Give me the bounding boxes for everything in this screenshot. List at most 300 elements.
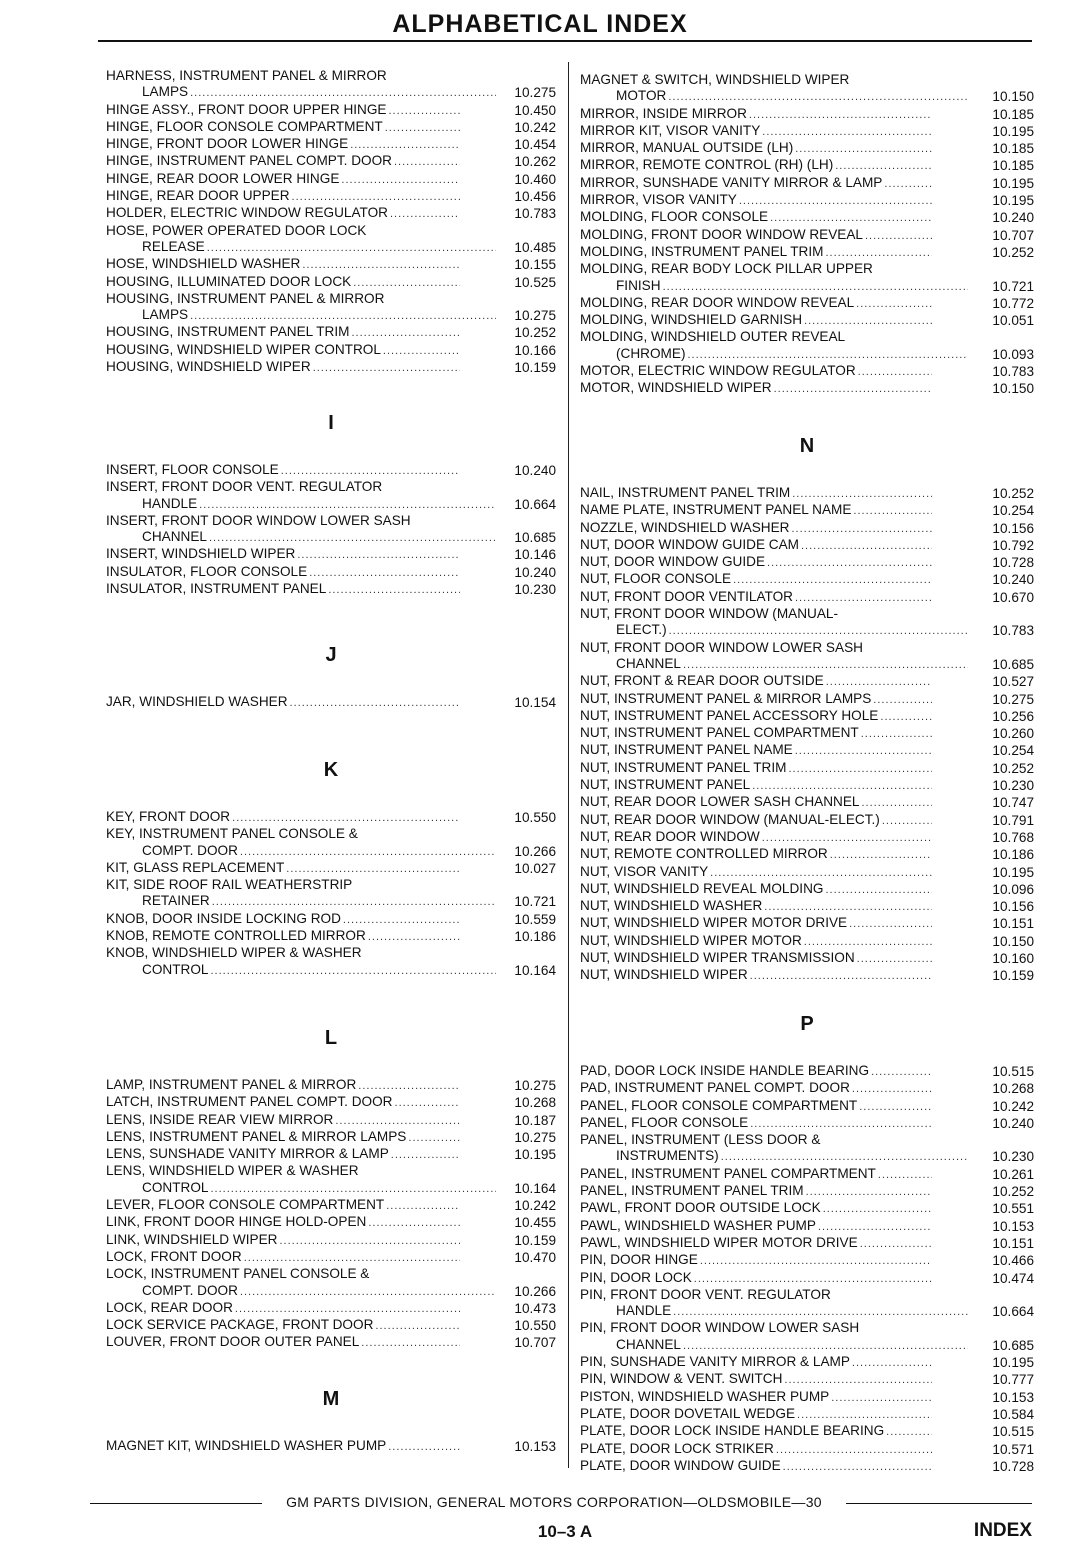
index-entry [106, 928, 558, 945]
index-entry [580, 640, 1040, 674]
dot-leader [240, 1284, 496, 1300]
entry-text: MOLDING, WINDSHIELD OUTER REVEAL [580, 329, 846, 345]
entry-page-ref: 10.460 [514, 171, 556, 187]
dot-leader [207, 240, 496, 256]
entry-page-ref: 10.450 [514, 102, 556, 118]
index-entry [106, 581, 558, 598]
index-entry [106, 1266, 558, 1300]
entry-page-ref: 10.768 [992, 829, 1034, 845]
index-entry [580, 1080, 1040, 1097]
entry-text: PLATE, DOOR WINDOW GUIDE [580, 1457, 781, 1473]
dot-leader [683, 1338, 968, 1354]
dot-leader [390, 206, 460, 222]
entry-page-ref: 10.166 [514, 342, 556, 358]
dot-leader [309, 565, 460, 581]
dot-leader [791, 521, 932, 537]
dot-leader [795, 141, 932, 157]
dot-leader [663, 279, 968, 295]
entry-text: NUT, INSTRUMENT PANEL ACCESSORY HOLE [580, 707, 879, 723]
index-entry [580, 312, 1040, 329]
entry-text: PIN, FRONT DOOR WINDOW LOWER SASH [580, 1320, 860, 1336]
entry-page-ref: 10.230 [992, 1149, 1034, 1165]
entry-text: LEVER, FLOOR CONSOLE COMPARTMENT [106, 1197, 385, 1213]
entry-text: PANEL, INSTRUMENT (LESS DOOR & [580, 1132, 821, 1148]
entry-page-ref: 10.093 [992, 346, 1034, 362]
index-entry [580, 72, 1040, 106]
entry-text: NUT, FLOOR CONSOLE [580, 571, 732, 587]
entry-page-ref: 10.195 [992, 1355, 1034, 1371]
entry-text: HINGE, FLOOR CONSOLE COMPARTMENT [106, 118, 383, 134]
entry-page-ref: 10.195 [514, 1147, 556, 1163]
index-entry [580, 1183, 1040, 1200]
entry-text: HOSE, POWER OPERATED DOOR LOCK [106, 222, 367, 238]
index-entry [106, 911, 558, 928]
dot-leader [286, 861, 460, 877]
entry-page-ref: 10.256 [992, 708, 1034, 724]
index-entry [580, 967, 1040, 984]
entry-page-ref: 10.164 [514, 1180, 556, 1196]
index-entry [106, 1214, 558, 1231]
index-entry [580, 1354, 1040, 1371]
entry-text: LOUVER, FRONT DOOR OUTER PANEL [106, 1334, 360, 1350]
entry-page-ref: 10.252 [992, 244, 1034, 260]
index-entry [580, 864, 1040, 881]
dot-leader [350, 137, 460, 153]
index-entry [580, 1389, 1040, 1406]
entry-text: LENS, INSTRUMENT PANEL & MIRROR LAMPS [106, 1128, 407, 1144]
entry-text: MIRROR, INSIDE MIRROR [580, 105, 747, 121]
dot-leader [302, 257, 460, 273]
entry-text: NUT, WINDSHIELD WASHER [580, 898, 763, 914]
index-entry [580, 209, 1040, 226]
dot-leader [860, 1236, 932, 1252]
index-entry [580, 571, 1040, 588]
index-entry [106, 291, 558, 325]
entry-page-ref: 10.159 [514, 360, 556, 376]
dot-leader [386, 1198, 460, 1214]
entry-text: INSERT, FRONT DOOR VENT. REGULATOR [106, 479, 383, 495]
index-entry [580, 192, 1040, 209]
entry-page-ref: 10.153 [992, 1389, 1034, 1405]
section-letter: M [322, 1388, 340, 1410]
entry-page-ref: 10.240 [514, 564, 556, 580]
entry-page-ref: 10.783 [992, 364, 1034, 380]
entry-page-ref: 10.150 [992, 89, 1034, 105]
section-letter: J [325, 644, 337, 666]
index-entry [106, 546, 558, 563]
entry-page-ref: 10.150 [992, 381, 1034, 397]
entry-page-ref: 10.242 [514, 119, 556, 135]
dot-leader [856, 296, 932, 312]
entry-page-ref: 10.240 [992, 210, 1034, 226]
entry-page-ref: 10.268 [992, 1081, 1034, 1097]
entry-text: NUT, REMOTE CONTROLLED MIRROR [580, 846, 828, 862]
index-entry [106, 1197, 558, 1214]
entry-text: PANEL, INSTRUMENT PANEL COMPARTMENT [580, 1165, 876, 1181]
dot-leader [865, 228, 932, 244]
dot-leader [328, 582, 460, 598]
entry-text: PAWL, WINDSHIELD WASHER PUMP [580, 1217, 816, 1233]
entry-page-ref: 10.252 [992, 486, 1034, 501]
index-entry [106, 256, 558, 273]
entry-page-ref: 10.275 [514, 308, 556, 324]
dot-leader [826, 674, 932, 690]
dot-leader [750, 1116, 932, 1132]
entry-page-ref: 10.160 [992, 951, 1034, 967]
entry-page-ref: 10.195 [992, 864, 1034, 880]
entry-page-ref: 10.186 [514, 929, 556, 945]
entry-page-ref: 10.051 [992, 313, 1034, 329]
dot-leader [733, 572, 932, 588]
entry-text: HINGE ASSY., FRONT DOOR UPPER HINGE [106, 101, 387, 117]
dot-leader [792, 486, 932, 502]
index-entry [580, 725, 1040, 742]
entry-text: KNOB, REMOTE CONTROLLED MIRROR [106, 928, 366, 944]
entry-text: HOUSING, ILLUMINATED DOOR LOCK [106, 273, 352, 289]
index-entry [580, 1441, 1040, 1458]
entry-page-ref: 10.261 [992, 1166, 1034, 1182]
entry-page-ref: 10.242 [992, 1098, 1034, 1114]
index-entry [106, 462, 558, 479]
entry-text: NAME PLATE, INSTRUMENT PANEL NAME [580, 502, 852, 518]
entry-text: RETAINER [142, 893, 210, 909]
entry-page-ref: 10.783 [514, 206, 556, 222]
index-section-continued [580, 72, 1040, 398]
dot-leader [764, 899, 932, 915]
entry-page-ref: 10.685 [992, 1337, 1034, 1353]
entry-page-ref: 10.151 [992, 916, 1034, 932]
entry-page-ref: 10.146 [514, 547, 556, 563]
entry-text: PISTON, WINDSHIELD WASHER PUMP [580, 1388, 830, 1404]
dot-leader [210, 1181, 496, 1197]
index-entry [580, 244, 1040, 261]
index-entry [580, 502, 1040, 519]
entry-page-ref: 10.664 [514, 496, 556, 512]
dot-leader [290, 695, 460, 711]
index-entry [580, 554, 1040, 571]
index-entry [106, 102, 558, 119]
entry-page-ref: 10.275 [992, 691, 1034, 707]
entry-text: PAD, DOOR LOCK INSIDE HANDLE BEARING [580, 1063, 870, 1078]
index-entry [580, 794, 1040, 811]
entry-page-ref: 10.485 [514, 239, 556, 255]
entry-text: NUT, WINDSHIELD REVEAL MOLDING [580, 880, 824, 896]
entry-page-ref: 10.527 [992, 674, 1034, 690]
entry-text: HOLDER, ELECTRIC WINDOW REGULATOR [106, 205, 388, 221]
entry-page-ref: 10.670 [992, 589, 1034, 605]
entry-text: PLATE, DOOR LOCK INSIDE HANDLE BEARING [580, 1423, 885, 1439]
index-entry [106, 359, 558, 376]
entry-page-ref: 10.156 [992, 520, 1034, 536]
entry-text: CHANNEL [142, 529, 207, 545]
entry-text: LAMPS [142, 84, 189, 100]
dot-leader [212, 894, 496, 910]
entry-page-ref: 10.550 [514, 810, 556, 825]
index-entry [580, 261, 1040, 295]
entry-text: MIRROR, REMOTE CONTROL (RH) (LH) [580, 157, 834, 173]
entry-text: HOUSING, WINDSHIELD WIPER [106, 359, 311, 375]
entry-page-ref: 10.772 [992, 295, 1034, 311]
entry-text: MOTOR [616, 88, 667, 104]
index-entry [580, 777, 1040, 794]
entry-text: NUT, INSTRUMENT PANEL & MIRROR LAMPS [580, 690, 872, 706]
entry-page-ref: 10.747 [992, 795, 1034, 811]
section-label: INDEX [973, 1520, 1032, 1541]
entry-page-ref: 10.185 [992, 106, 1034, 122]
index-entry [106, 513, 558, 547]
index-section-i [106, 410, 558, 598]
entry-text: NUT, DOOR WINDOW GUIDE CAM [580, 536, 799, 552]
dot-leader [394, 154, 460, 170]
entry-page-ref: 10.186 [992, 847, 1034, 863]
entry-page-ref: 10.685 [514, 530, 556, 546]
dot-leader [878, 1167, 932, 1183]
dot-leader [210, 963, 496, 979]
index-entry [106, 153, 558, 170]
entry-text: NUT, FRONT & REAR DOOR OUTSIDE [580, 673, 824, 689]
dot-leader [395, 1095, 460, 1111]
entry-text: INSERT, FRONT DOOR WINDOW LOWER SASH [106, 512, 411, 528]
index-entry [106, 1438, 558, 1455]
entry-page-ref: 10.266 [514, 1283, 556, 1299]
entry-page-ref: 10.240 [514, 463, 556, 478]
dot-leader [700, 1253, 932, 1269]
entry-text: MOLDING, REAR BODY LOCK PILLAR UPPER [580, 261, 873, 277]
entry-text: MIRROR KIT, VISOR VANITY [580, 122, 761, 138]
index-entry [580, 933, 1040, 950]
entry-page-ref: 10.252 [514, 325, 556, 341]
entry-text: LAMPS [142, 307, 189, 323]
index-entry [106, 274, 558, 291]
entry-text: NUT, REAR DOOR WINDOW [580, 828, 760, 844]
index-entry [580, 881, 1040, 898]
index-entry [580, 363, 1040, 380]
index-entry [106, 1300, 558, 1317]
index-entry [106, 1232, 558, 1249]
entry-text: LENS, WINDSHIELD WIPER & WASHER [106, 1163, 359, 1179]
entry-page-ref: 10.474 [992, 1270, 1034, 1286]
index-entry [106, 826, 558, 860]
dot-leader [687, 347, 968, 363]
dot-leader [279, 1233, 460, 1249]
entry-text: HINGE, INSTRUMENT PANEL COMPT. DOOR [106, 153, 392, 169]
index-entry [106, 1094, 558, 1111]
entry-text: PIN, SUNSHADE VANITY MIRROR & LAMP [580, 1354, 850, 1370]
entry-text: ELECT.) [616, 622, 667, 638]
entry-page-ref: 10.551 [992, 1201, 1034, 1217]
entry-text: LAMP, INSTRUMENT PANEL & MIRROR [106, 1077, 357, 1092]
entry-page-ref: 10.515 [992, 1064, 1034, 1079]
index-entry [580, 673, 1040, 690]
entry-text: KEY, INSTRUMENT PANEL CONSOLE & [106, 826, 358, 842]
dot-leader [669, 623, 968, 639]
footer-rule-right [846, 1503, 1032, 1504]
entry-page-ref: 10.721 [514, 894, 556, 910]
entry-page-ref: 10.470 [514, 1249, 556, 1265]
index-entry [580, 1235, 1040, 1252]
index-entry [580, 1200, 1040, 1217]
column-divider [568, 62, 569, 1468]
dot-leader [292, 189, 460, 205]
dot-leader [774, 381, 932, 397]
dot-leader [209, 530, 496, 546]
entry-text: HANDLE [616, 1303, 672, 1319]
entry-page-ref: 10.571 [992, 1441, 1034, 1457]
dot-leader [313, 360, 460, 376]
entry-page-ref: 10.230 [514, 582, 556, 598]
entry-text: MIRROR, SUNSHADE VANITY MIRROR & LAMP [580, 174, 883, 190]
page-title: ALPHABETICAL INDEX [392, 10, 688, 38]
entry-page-ref: 10.187 [514, 1112, 556, 1128]
dot-leader [823, 1201, 932, 1217]
index-entry [580, 708, 1040, 725]
dot-leader [297, 547, 460, 563]
dot-leader [199, 497, 496, 513]
dot-leader [388, 1439, 460, 1455]
index-entry [106, 136, 558, 153]
dot-leader [795, 743, 932, 759]
index-entry [580, 140, 1040, 157]
entry-text: MOLDING, FLOOR CONSOLE [580, 209, 769, 225]
entry-text: NUT, REAR DOOR WINDOW (MANUAL-ELECT.) [580, 811, 880, 827]
entry-text: PIN, WINDOW & VENT. SWITCH [580, 1371, 783, 1387]
entry-page-ref: 10.550 [514, 1318, 556, 1334]
dot-leader [861, 795, 932, 811]
entry-text: INSERT, FLOOR CONSOLE [106, 462, 279, 477]
dot-leader [368, 1215, 460, 1231]
section-letter: I [328, 412, 334, 434]
entry-text: MIRROR, VISOR VANITY [580, 192, 737, 208]
entry-text: MIRROR, MANUAL OUTSIDE (LH) [580, 140, 794, 156]
entry-page-ref: 10.791 [992, 812, 1034, 828]
dot-leader [830, 847, 932, 863]
entry-page-ref: 10.473 [514, 1300, 556, 1316]
entry-text: INSULATOR, FLOOR CONSOLE [106, 563, 308, 579]
entry-page-ref: 10.707 [514, 1335, 556, 1351]
index-section-continued [106, 68, 558, 376]
dot-leader [391, 1147, 460, 1163]
dot-leader [383, 343, 460, 359]
entry-text: KEY, FRONT DOOR [106, 809, 231, 824]
dot-leader [859, 1099, 932, 1115]
entry-text: PLATE, DOOR DOVETAIL WEDGE [580, 1405, 796, 1421]
index-entry [580, 606, 1040, 640]
dot-leader [752, 778, 932, 794]
entry-page-ref: 10.185 [992, 141, 1034, 157]
entry-text: CONTROL [142, 961, 209, 977]
index-entry [580, 915, 1040, 932]
dot-leader [884, 176, 932, 192]
entry-page-ref: 10.664 [992, 1304, 1034, 1320]
entry-text: HINGE, REAR DOOR LOWER HINGE [106, 170, 340, 186]
index-entry [580, 1218, 1040, 1235]
entry-page-ref: 10.262 [514, 154, 556, 170]
index-entry [106, 68, 558, 102]
title-rule [98, 40, 1032, 42]
index-entry [580, 295, 1040, 312]
dot-leader [770, 210, 932, 226]
entry-text: LOCK SERVICE PACKAGE, FRONT DOOR [106, 1317, 374, 1333]
entry-text: (CHROME) [616, 345, 686, 361]
entry-page-ref: 10.242 [514, 1198, 556, 1214]
dot-leader [857, 951, 932, 967]
index-entry [580, 742, 1040, 759]
entry-page-ref: 10.195 [992, 123, 1034, 139]
index-section-n [580, 433, 1040, 985]
entry-text: LOCK, INSTRUMENT PANEL CONSOLE & [106, 1266, 370, 1282]
index-entry [106, 119, 558, 136]
entry-text: PAD, INSTRUMENT PANEL COMPT. DOOR [580, 1080, 850, 1096]
index-entry [580, 1287, 1040, 1321]
dot-leader [750, 968, 932, 984]
entry-page-ref: 10.240 [992, 572, 1034, 588]
index-entry [580, 1320, 1040, 1354]
entry-page-ref: 10.466 [992, 1253, 1034, 1269]
entry-page-ref: 10.777 [992, 1372, 1034, 1388]
entry-text: NUT, INSTRUMENT PANEL COMPARTMENT [580, 725, 859, 741]
index-section-l [106, 1025, 558, 1352]
index-entry [580, 1423, 1040, 1440]
index-entry [106, 564, 558, 581]
entry-page-ref: 10.266 [514, 843, 556, 859]
index-entry [580, 537, 1040, 554]
entry-page-ref: 10.159 [992, 968, 1034, 984]
entry-text: NUT, VISOR VANITY [580, 863, 709, 879]
entry-text: NUT, DOOR WINDOW GUIDE [580, 554, 766, 570]
dot-leader [804, 313, 932, 329]
entry-text: COMPT. DOOR [142, 842, 238, 858]
entry-text: NUT, WINDSHIELD WIPER MOTOR [580, 932, 802, 948]
dot-leader [710, 865, 932, 881]
index-entry [580, 157, 1040, 174]
dot-leader [871, 1064, 932, 1080]
dot-leader [721, 1149, 968, 1165]
entry-text: INSTRUMENTS) [616, 1148, 719, 1164]
entry-text: NUT, INSTRUMENT PANEL [580, 777, 751, 793]
entry-page-ref: 10.254 [992, 503, 1034, 519]
dot-leader [818, 1219, 932, 1235]
entry-page-ref: 10.154 [514, 695, 556, 710]
index-entry [580, 1098, 1040, 1115]
index-entry [580, 106, 1040, 123]
index-entry [580, 1115, 1040, 1132]
dot-leader [281, 463, 460, 479]
dot-leader [341, 172, 460, 188]
entry-page-ref: 10.151 [992, 1235, 1034, 1251]
entry-page-ref: 10.252 [992, 760, 1034, 776]
entry-text: MOLDING, FRONT DOOR WINDOW REVEAL [580, 226, 863, 242]
entry-text: RELEASE [142, 238, 205, 254]
section-letter: K [323, 759, 339, 781]
entry-page-ref: 10.456 [514, 189, 556, 205]
index-entry [106, 188, 558, 205]
entry-page-ref: 10.155 [514, 257, 556, 273]
entry-text: LOCK, FRONT DOOR [106, 1248, 242, 1264]
entry-text: PAWL, WINDSHIELD WIPER MOTOR DRIVE [580, 1234, 858, 1250]
dot-leader [385, 120, 460, 136]
entry-text: MOLDING, INSTRUMENT PANEL TRIM [580, 243, 824, 259]
entry-text: MAGNET & SWITCH, WINDSHIELD WIPER [580, 72, 850, 87]
dot-leader [361, 1335, 460, 1351]
dot-leader [783, 1459, 932, 1475]
section-letter: P [800, 1013, 814, 1035]
entry-text: NUT, FRONT DOOR WINDOW (MANUAL- [580, 606, 839, 622]
entry-text: PIN, DOOR HINGE [580, 1252, 698, 1268]
index-entry [580, 691, 1040, 708]
dot-leader [358, 1078, 460, 1094]
entry-text: PIN, FRONT DOOR VENT. REGULATOR [580, 1286, 831, 1302]
entry-page-ref: 10.096 [992, 881, 1034, 897]
